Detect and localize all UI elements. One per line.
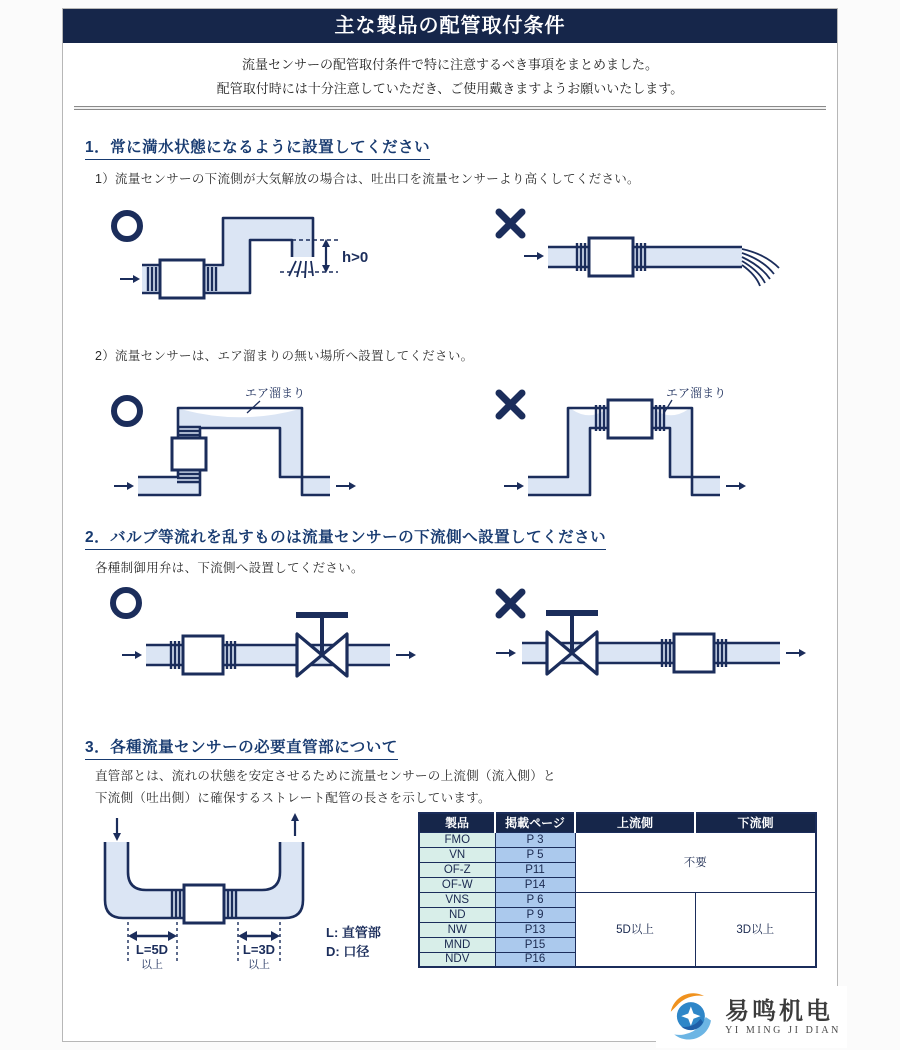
merged-cell-downstream-3d: 3D以上 <box>695 892 816 967</box>
flow-in-arrow-icon <box>524 252 544 260</box>
flow-out-arrow-icon <box>726 482 746 490</box>
ok-mark-icon <box>114 213 140 239</box>
l3d-label: L=3D <box>242 942 276 957</box>
intro-line-2: 配管取付時には十分注意していただき、ご使用戴きますようお願いいたします。 <box>216 81 684 96</box>
intro-line-1: 流量センサーの配管取付条件で特に注意するべき事項をまとめました。 <box>241 57 658 72</box>
section2-note: 各種制御用弁は、下流側へ設置してください。 <box>95 561 364 575</box>
section3-desc-line1: 直管部とは、流れの状態を安定させるために流量センサーの上流側（流入側）と <box>95 769 556 783</box>
pipe-wall <box>128 842 280 890</box>
merged-cell-not-required: 不要 <box>575 832 816 892</box>
ok-mark-icon <box>114 398 140 424</box>
logo-name-cn: 易鸣机电 <box>725 997 834 1025</box>
air-pocket-label: エア溜まり <box>666 386 727 400</box>
flow-in-arrow-icon <box>122 651 142 659</box>
diagram-ng-air-pocket <box>480 375 860 515</box>
product-cell: NDV <box>419 952 495 967</box>
product-cell: OF-Z <box>419 862 495 877</box>
col-header-product: 製品 <box>419 813 495 832</box>
company-logo <box>656 986 847 1048</box>
flow-in-arrow-icon <box>496 649 516 657</box>
straight-run-table <box>418 812 817 968</box>
product-cell: VN <box>419 847 495 862</box>
height-label: h>0 <box>342 249 369 266</box>
logo-name-en: YI MING JI DIAN <box>725 1024 841 1036</box>
page-cell: P 9 <box>495 907 575 922</box>
section1-heading: 1．常に満水状態になるように設置してください <box>85 135 430 160</box>
diagram-ng-level-outlet <box>480 190 840 320</box>
diagram-straight-run <box>80 800 420 980</box>
intro-text <box>63 53 837 101</box>
table-row <box>419 832 816 847</box>
page-cell: P11 <box>495 862 575 877</box>
product-cell: MND <box>419 937 495 952</box>
section2-heading: 2．バルブ等流れを乱すものは流量センサーの下流側へ設置してください <box>85 525 606 550</box>
page-cell: P14 <box>495 877 575 892</box>
diagram-ok-air-pocket <box>80 375 480 515</box>
product-cell: NW <box>419 922 495 937</box>
ok-mark-icon <box>113 590 139 616</box>
document-panel <box>62 8 841 1042</box>
section3-heading: 3．各種流量センサーの必要直管部について <box>85 735 398 760</box>
section1-note1: 1）流量センサーの下流側が大気解放の場合は、吐出口を流量センサーより高くしてください。 <box>95 172 640 186</box>
flow-up-arrow-icon <box>291 813 299 836</box>
flow-sensor-icon <box>172 427 206 482</box>
valve-icon <box>296 615 348 676</box>
table-row <box>419 892 816 907</box>
cross-mark-icon <box>499 592 522 615</box>
flow-out-arrow-icon <box>786 649 806 657</box>
section3-desc-line2: 下流側（吐出側）に確保するストレート配管の長さを示しています。 <box>95 791 491 805</box>
page-title: 主な製品の配管取付条件 <box>63 9 837 43</box>
diagram-ok-valve-downstream <box>80 575 480 705</box>
flow-out-arrow-icon <box>396 651 416 659</box>
merged-cell-upstream-5d: 5D以上 <box>575 892 695 967</box>
legend-d-label: D: 口径 <box>326 944 370 959</box>
pouring-water-icon <box>742 249 779 286</box>
height-arrow-icon <box>322 239 330 273</box>
l3d-sub-label: 以上 <box>248 959 270 971</box>
product-cell: OF-W <box>419 877 495 892</box>
flow-in-arrow-icon <box>114 482 134 490</box>
legend-l-label: L: 直管部 <box>326 925 381 940</box>
page-cell: P 3 <box>495 832 575 847</box>
page-cell: P 5 <box>495 847 575 862</box>
page-cell: P13 <box>495 922 575 937</box>
cross-mark-icon <box>499 212 522 235</box>
valve-icon <box>546 613 598 674</box>
product-cell: ND <box>419 907 495 922</box>
logo-swirl-icon <box>662 989 718 1045</box>
page-cell: P 6 <box>495 892 575 907</box>
flow-in-arrow-icon <box>504 482 524 490</box>
diagram-ok-raised-outlet <box>80 190 480 320</box>
flow-down-arrow-icon <box>113 818 121 841</box>
l5d-sub-label: 以上 <box>141 959 163 971</box>
product-cell: FMO <box>419 832 495 847</box>
table-header-row <box>419 813 816 832</box>
air-pocket-label: エア溜まり <box>245 386 306 400</box>
section-divider <box>74 106 826 110</box>
water-spray-icon <box>289 261 313 278</box>
page-cell: P16 <box>495 952 575 967</box>
col-header-downstream: 下流側 <box>695 813 816 832</box>
dimension-arrow-right <box>238 931 280 941</box>
logo-text <box>725 999 841 1036</box>
flow-out-arrow-icon <box>336 482 356 490</box>
col-header-page: 掲載ページ <box>495 813 575 832</box>
dimension-arrow-left <box>128 931 177 941</box>
col-header-upstream: 上流側 <box>575 813 695 832</box>
diagram-ng-valve-upstream <box>480 575 860 705</box>
product-cell: VNS <box>419 892 495 907</box>
cross-mark-icon <box>499 393 522 416</box>
page-cell: P15 <box>495 937 575 952</box>
section1-note2: 2）流量センサーは、エア溜まりの無い場所へ設置してください。 <box>95 349 474 363</box>
l5d-label: L=5D <box>135 942 169 957</box>
flow-in-arrow-icon <box>120 275 140 283</box>
